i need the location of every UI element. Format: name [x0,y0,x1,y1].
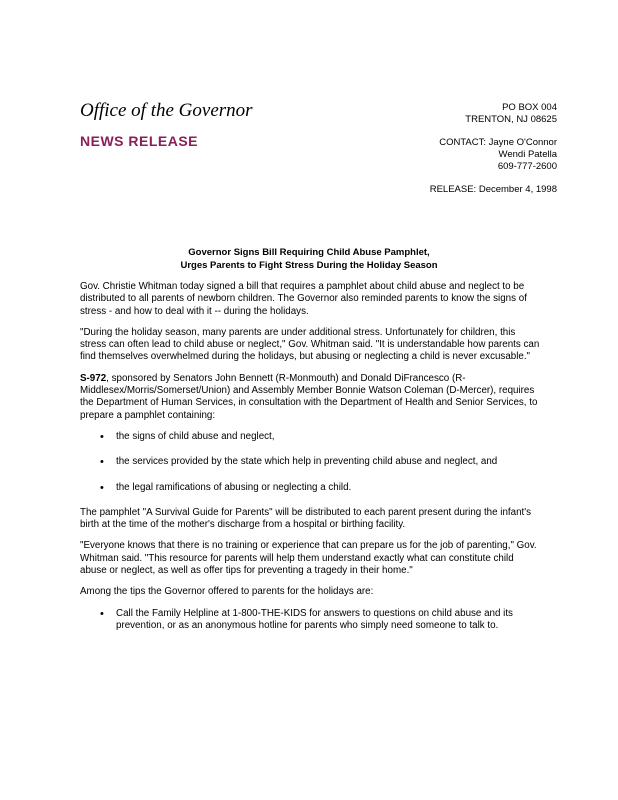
bill-number: S-972 [80,372,107,384]
contact-row [430,137,557,149]
list-item-text: the signs of child abuse and neglect, [116,430,275,442]
bullet-icon: • [100,430,104,443]
address-block [430,102,557,196]
contact-label: CONTACT: [439,137,486,148]
list-item-text: Call the Family Helpline at 1-800-THE-KIDS for answers to questions on child abuse and its prevention, or as an anonymous hotline for parents who simply need someone to talk to. [116,607,513,631]
release-date: December 4, 1998 [478,184,557,195]
news-release-label: NEWS RELEASE [80,133,199,149]
headline [80,247,538,272]
article-body [80,281,540,645]
paragraph-4: The pamphlet "A Survival Guide for Parents" will be distributed to each parent present during the infant's birth at the time of the mother's discharge from a hospital or birthing facility. [80,506,532,531]
pamphlet-contents-list [80,431,540,494]
tips-list [80,608,540,633]
paragraph-3 [80,373,540,422]
list-item [80,456,540,468]
paragraph-6: Among the tips the Governor offered to parents for the holidays are: [80,586,374,598]
office-title: Office of the Governor [80,100,253,121]
list-item [80,482,540,494]
phone-number: 609-777-2600 [497,161,557,172]
bullet-icon: • [100,481,104,494]
list-item-text: the legal ramifications of abusing or neglecting a child. [116,481,352,493]
city-line: TRENTON, NJ 08625 [465,114,557,125]
list-item [80,608,540,633]
paragraph-3-text: , sponsored by Senators John Bennett (R-Monmouth) and Donald DiFrancesco (R-Middlesex/Morris/Somerset/Union) and Assembly Member Bonnie Watson Coleman (D-Mercer), requires the Department of Human Services, in consultation with the Department of Health and Senior Services, to prepare a pamphlet containing: [80,372,538,421]
paragraph-2: "During the holiday season, many parents are under additional stress. Unfortunately for children, this stress can often lead to child abuse or neglect," Gov. Whitman said. "It is understandable how parents can find themselves overwhelmed during the holidays, but abusing or neglecting a child is never excusable." [80,326,540,363]
po-box: PO BOX 004 [502,102,557,113]
contact-names [489,137,557,149]
contact-name: Jayne O'Connor [488,137,557,148]
list-item-text: the services provided by the state which help in preventing child abuse and neglect, and [116,456,498,468]
bullet-icon: • [100,456,104,469]
contact-name: Wendi Patella [498,149,557,160]
headline-line-2: Urges Parents to Fight Stress During the Holiday Season [180,259,438,271]
headline-line-1: Governor Signs Bill Requiring Child Abuse Pamphlet, [188,247,430,258]
release-line [430,184,557,196]
paragraph-5: "Everyone knows that there is no training or experience that can prepare us for the job of parenting," Gov. Whitman said. "This resource for parents will help them understand exactly what can constitute child abuse or neglect, as well as offer tips for preventing a tragedy in their home." [80,540,537,577]
release-label: RELEASE: [429,184,477,195]
bullet-icon: • [100,607,104,620]
paragraph-1: Gov. Christie Whitman today signed a bill that requires a pamphlet about child abuse and neglect to be distributed to all parents of newborn children. The Governor also reminded parents to know the signs of stress - and how to deal with it -- during the holidays. [80,281,527,317]
list-item [80,431,540,443]
